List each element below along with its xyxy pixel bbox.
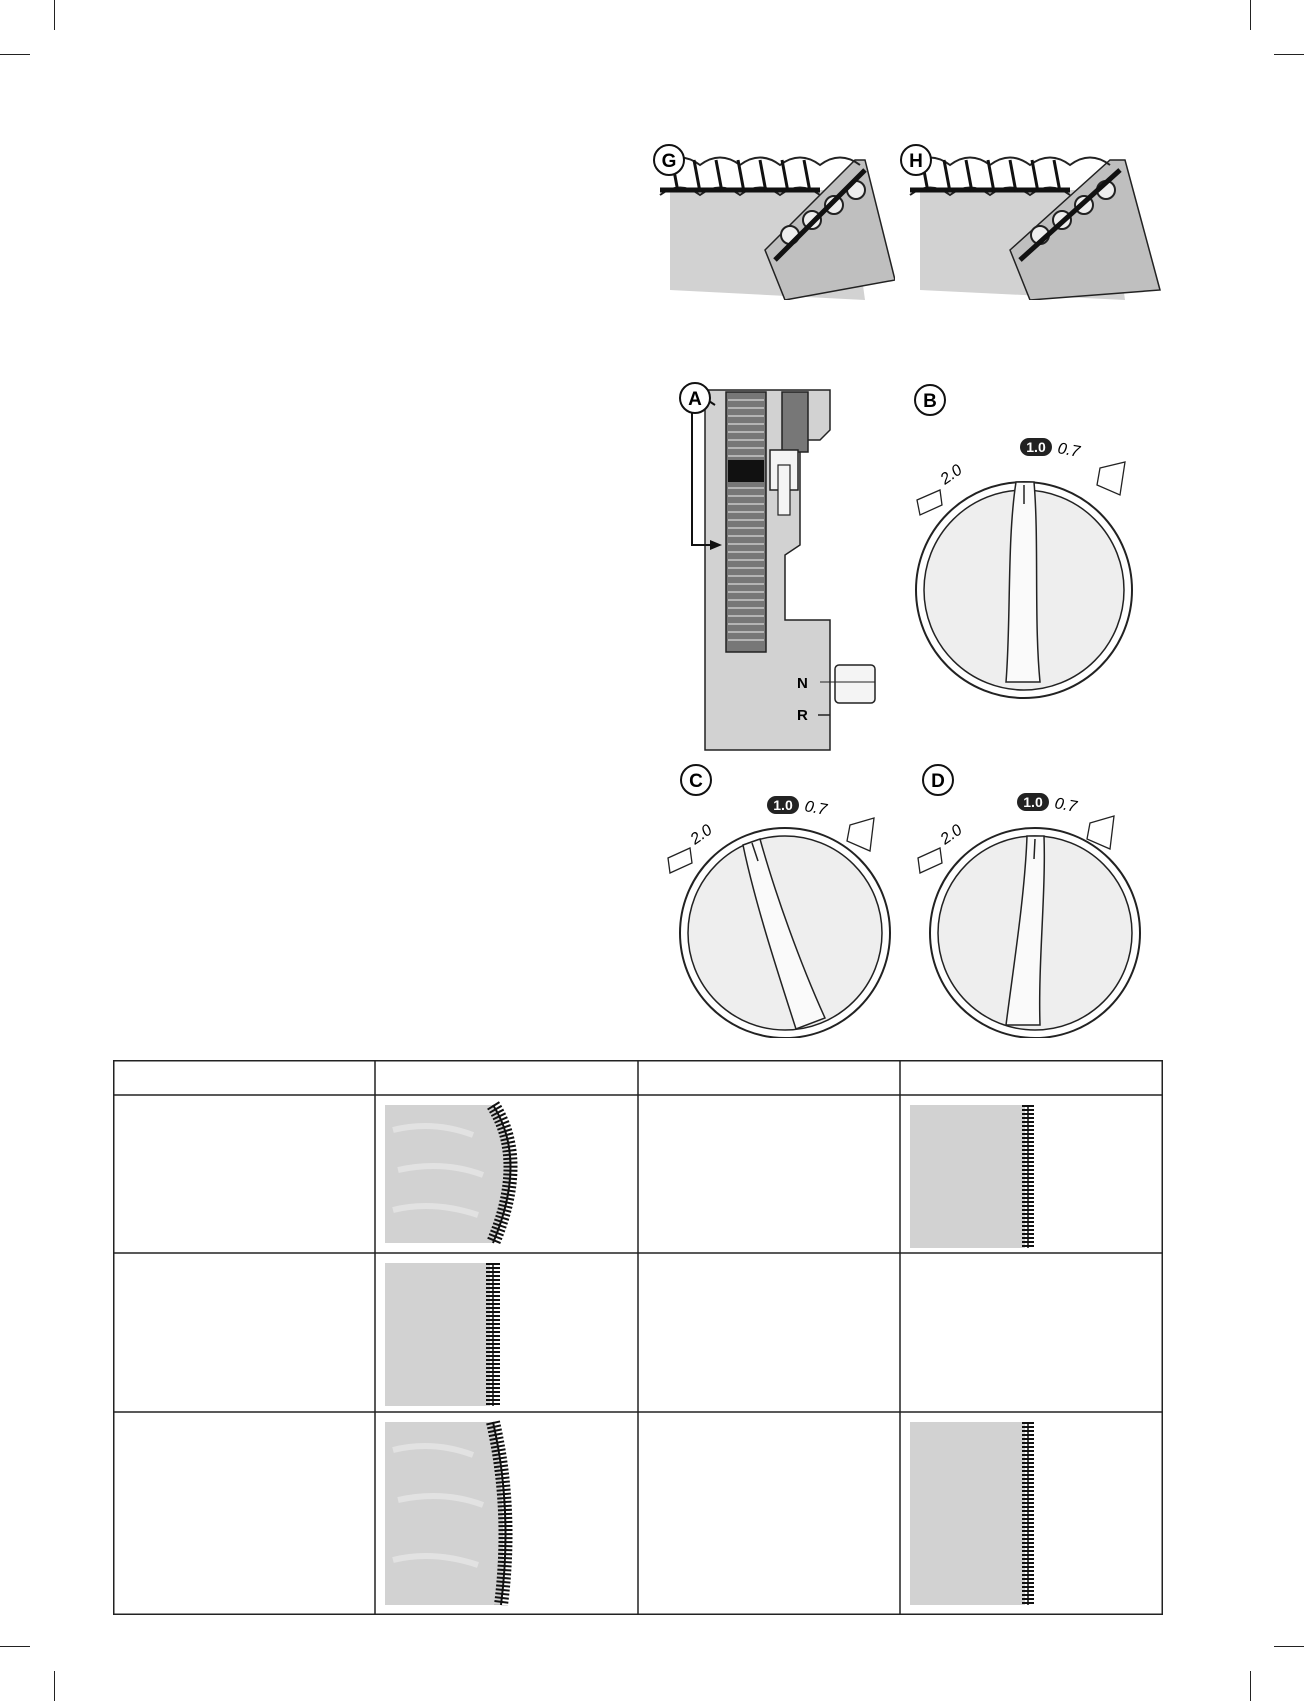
sample-wavy-edge-1 xyxy=(385,1105,511,1243)
crop-mark xyxy=(54,1671,55,1701)
figure-d-label: D xyxy=(931,771,945,792)
dial-d-selected: 1.0 xyxy=(1023,794,1043,810)
crop-mark xyxy=(0,1646,30,1647)
dial-b-left: 2.0 xyxy=(937,461,966,489)
figure-h-overlock-edge xyxy=(895,140,1165,300)
figure-c-label: C xyxy=(689,771,703,792)
figure-a-label: A xyxy=(688,389,702,410)
figure-b-dial xyxy=(905,380,1155,710)
crop-mark xyxy=(0,54,30,55)
crop-mark xyxy=(1250,1671,1251,1701)
figure-g-label: G xyxy=(661,151,677,172)
crop-mark xyxy=(1250,0,1251,30)
marker-n: N xyxy=(797,675,808,692)
marker-r: R xyxy=(797,707,808,724)
figure-a-presser-foot xyxy=(670,380,890,755)
dial-d-right: 0.7 xyxy=(1053,795,1079,816)
stitch-comparison-table xyxy=(113,1060,1163,1615)
figure-d-dial xyxy=(910,763,1160,1038)
sample-straight-edge-3 xyxy=(910,1422,1028,1605)
dial-d-left: 2.0 xyxy=(937,821,966,849)
dial-b-right: 0.7 xyxy=(1056,440,1082,461)
figure-h-label: H xyxy=(909,151,923,172)
dial-c-selected: 1.0 xyxy=(773,797,793,813)
crop-mark xyxy=(54,0,55,30)
sample-straight-edge-2 xyxy=(385,1263,493,1406)
dial-c-right: 0.7 xyxy=(803,798,829,819)
crop-mark xyxy=(1274,1646,1304,1647)
figure-c-dial xyxy=(660,763,910,1038)
figure-g-overlock-edge xyxy=(650,140,895,300)
dial-b-selected: 1.0 xyxy=(1026,439,1046,455)
sample-straight-edge-1 xyxy=(910,1105,1028,1248)
figure-b-label: B xyxy=(923,391,937,412)
dial-c-left: 2.0 xyxy=(687,821,716,849)
sample-wavy-edge-2 xyxy=(385,1422,506,1605)
crop-mark xyxy=(1274,54,1304,55)
